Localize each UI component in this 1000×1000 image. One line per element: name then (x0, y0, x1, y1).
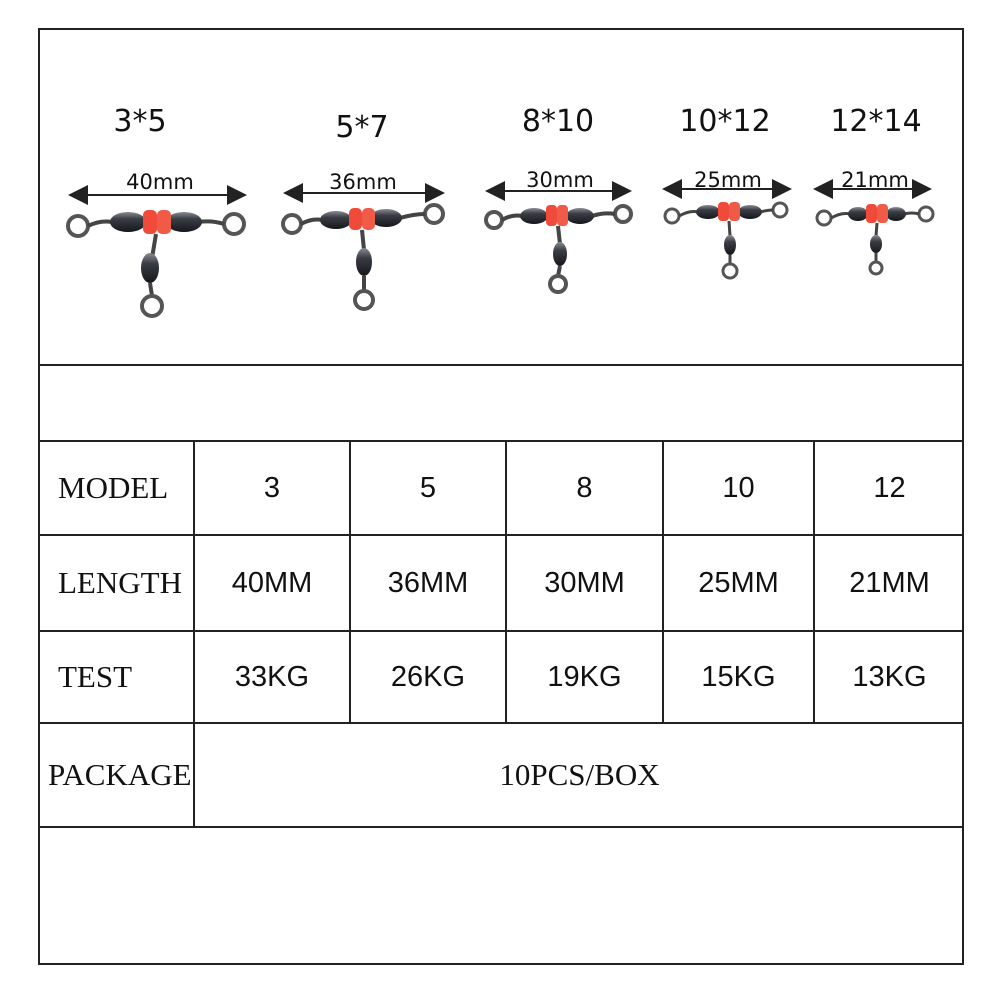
size-label: 8*10 (521, 104, 595, 139)
swivel-5x7 (283, 205, 443, 309)
row-header-length: LENGTH (58, 565, 182, 600)
test-cell: 13KG (852, 660, 927, 693)
length-cell: 36MM (387, 566, 469, 599)
swivel-8x10 (486, 205, 631, 292)
size-label: 5*7 (335, 110, 389, 145)
model-cell: 12 (873, 471, 906, 504)
length-annotation: 40mm (126, 170, 194, 194)
test-cell: 33KG (234, 660, 310, 693)
length-cell: 40MM (231, 566, 313, 599)
size-label: 10*12 (679, 104, 771, 139)
swivel-3x5 (68, 210, 244, 316)
divider (38, 826, 964, 828)
swivel-10x12 (665, 202, 787, 278)
model-cell: 5 (419, 471, 437, 504)
test-cell: 26KG (390, 660, 466, 693)
size-label: 12*14 (830, 104, 922, 139)
row-header-test: TEST (58, 659, 133, 694)
package-value: 10PCS/BOX (499, 757, 660, 792)
swivel-illustration (0, 0, 1000, 360)
length-cell: 30MM (544, 566, 625, 599)
length-annotation: 36mm (329, 170, 397, 194)
test-cell: 15KG (701, 660, 776, 693)
model-cell: 8 (576, 471, 593, 504)
model-cell: 3 (263, 471, 281, 504)
swivel-12x14 (817, 204, 933, 274)
test-cell: 19KG (547, 660, 622, 693)
length-annotation: 25mm (694, 168, 762, 192)
length-annotation: 30mm (526, 168, 594, 192)
divider (38, 364, 964, 366)
row-header-model: MODEL (58, 470, 169, 505)
length-annotation: 21mm (841, 168, 909, 192)
model-cell: 10 (722, 471, 755, 504)
row-header-package: PACKAGE (48, 757, 192, 792)
size-label: 3*5 (113, 104, 167, 139)
length-cell: 21MM (849, 566, 930, 599)
length-cell: 25MM (698, 566, 779, 599)
